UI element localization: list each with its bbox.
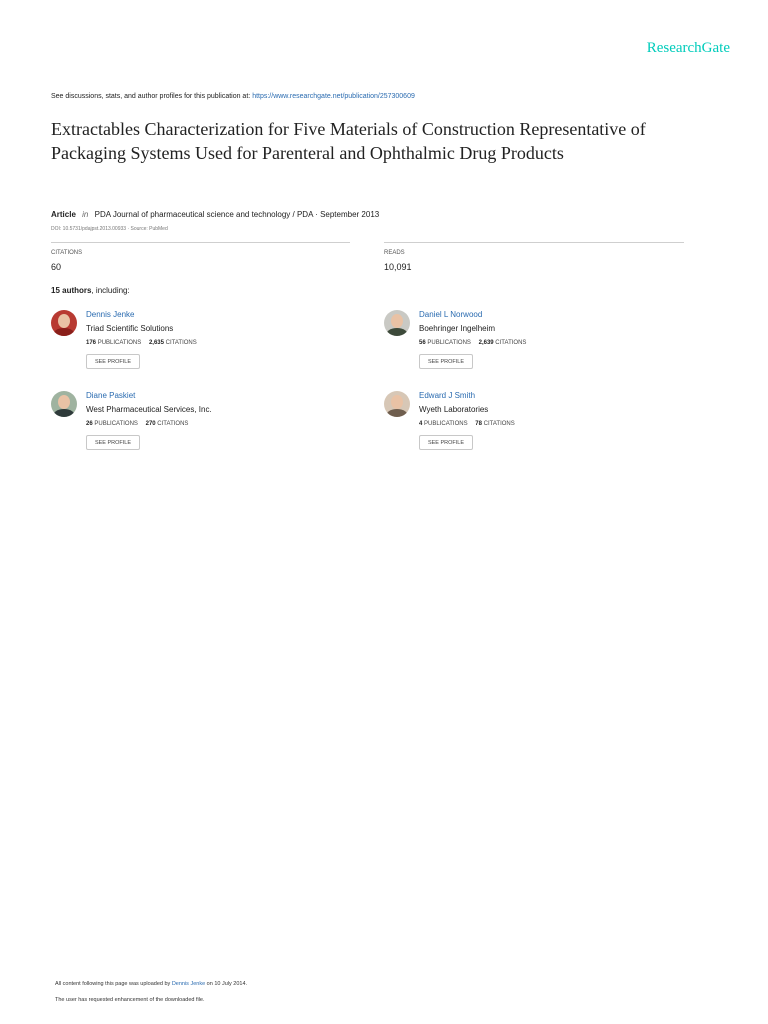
uploader-link[interactable]: Dennis Jenke bbox=[171, 981, 206, 987]
author-citations-label: CITATIONS bbox=[157, 421, 189, 427]
avatar-face bbox=[391, 314, 403, 328]
author-stats bbox=[86, 421, 188, 427]
upload-note-prefix: All content following this page was uploaded by bbox=[55, 981, 171, 987]
author-card bbox=[384, 391, 684, 461]
citations-value: 60 bbox=[51, 262, 62, 272]
researchgate-logo[interactable]: ResearchGate bbox=[646, 40, 730, 56]
avatar-shoulders bbox=[386, 328, 408, 336]
publication-in-label: in bbox=[82, 210, 89, 219]
see-profile-button[interactable]: SEE PROFILE bbox=[419, 435, 473, 450]
author-institution: West Pharmaceutical Services, Inc. bbox=[86, 405, 212, 414]
publication-venue[interactable]: PDA Journal of pharmaceutical science and technology / PDA · September 2013 bbox=[94, 210, 380, 219]
enhancement-note: The user has requested enhancement of the downloaded file. bbox=[55, 997, 205, 1003]
author-publications-count: 4 bbox=[419, 421, 423, 427]
author-name[interactable]: Diane Paskiet bbox=[86, 391, 136, 400]
author-publications-label: PUBLICATIONS bbox=[424, 421, 468, 427]
author-publications-count: 56 bbox=[419, 340, 426, 346]
author-publications-count: 176 bbox=[86, 340, 97, 346]
author-publications-count: 26 bbox=[86, 421, 93, 427]
see-profile-button[interactable]: SEE PROFILE bbox=[86, 435, 140, 450]
author-citations-label: CITATIONS bbox=[483, 421, 515, 427]
author-institution: Boehringer Ingelheim bbox=[419, 324, 496, 333]
avatar[interactable] bbox=[51, 310, 77, 336]
author-citations-label: CITATIONS bbox=[165, 340, 197, 346]
avatar-shoulders bbox=[53, 328, 75, 336]
author-name[interactable]: Edward J Smith bbox=[419, 391, 476, 400]
avatar[interactable] bbox=[51, 391, 77, 417]
avatar[interactable] bbox=[384, 391, 410, 417]
see-profile-button[interactable]: SEE PROFILE bbox=[86, 354, 140, 369]
author-institution: Triad Scientific Solutions bbox=[86, 324, 174, 333]
source-prefix: See discussions, stats, and author profiles for this publication at: bbox=[51, 93, 251, 100]
authors-heading bbox=[51, 286, 130, 295]
author-citations-count: 270 bbox=[145, 421, 156, 427]
reads-divider bbox=[384, 242, 684, 243]
author-name[interactable]: Daniel L Norwood bbox=[419, 310, 483, 319]
see-profile-button[interactable]: SEE PROFILE bbox=[419, 354, 473, 369]
avatar-face bbox=[58, 314, 70, 328]
author-stats bbox=[419, 421, 515, 427]
author-citations-count: 2,639 bbox=[478, 340, 494, 346]
avatar-face bbox=[58, 395, 70, 409]
avatar-face bbox=[391, 395, 403, 409]
author-citations-count: 78 bbox=[475, 421, 482, 427]
author-stats bbox=[86, 340, 197, 346]
author-publications-label: PUBLICATIONS bbox=[97, 340, 142, 346]
author-publications-label: PUBLICATIONS bbox=[427, 340, 471, 346]
publication-meta bbox=[51, 210, 379, 219]
author-citations-label: CITATIONS bbox=[495, 340, 527, 346]
doi-line: DOI: 10.5731/pdajpst.2013.00933 · Source: PubMed bbox=[51, 226, 168, 232]
avatar-shoulders bbox=[386, 409, 408, 417]
citations-divider bbox=[51, 242, 350, 243]
author-card bbox=[384, 310, 684, 380]
publication-title: Extractables Characterization for Five Materials of Construction Representative of Packaging Systems Used for Parenteral and Ophthalmic Drug Products bbox=[51, 119, 646, 163]
author-card bbox=[51, 391, 351, 461]
publication-source-line bbox=[51, 93, 415, 100]
reads-label: READS bbox=[384, 250, 405, 256]
authors-count: 15 authors bbox=[51, 286, 92, 295]
upload-note bbox=[55, 981, 247, 987]
author-stats bbox=[419, 340, 526, 346]
reads-value: 10,091 bbox=[384, 262, 412, 272]
avatar[interactable] bbox=[384, 310, 410, 336]
author-institution: Wyeth Laboratories bbox=[419, 405, 489, 414]
citations-label: CITATIONS bbox=[51, 250, 83, 256]
author-name[interactable]: Dennis Jenke bbox=[86, 310, 135, 319]
author-card bbox=[51, 310, 351, 380]
publication-url-link[interactable]: https://www.researchgate.net/publication/257300609 bbox=[252, 93, 415, 100]
author-citations-count: 2,635 bbox=[148, 340, 164, 346]
publication-type: Article bbox=[51, 210, 76, 219]
avatar-shoulders bbox=[53, 409, 75, 417]
upload-note-suffix: on 10 July 2014. bbox=[206, 981, 248, 987]
authors-heading-suffix: , including: bbox=[91, 286, 130, 295]
author-publications-label: PUBLICATIONS bbox=[94, 421, 138, 427]
